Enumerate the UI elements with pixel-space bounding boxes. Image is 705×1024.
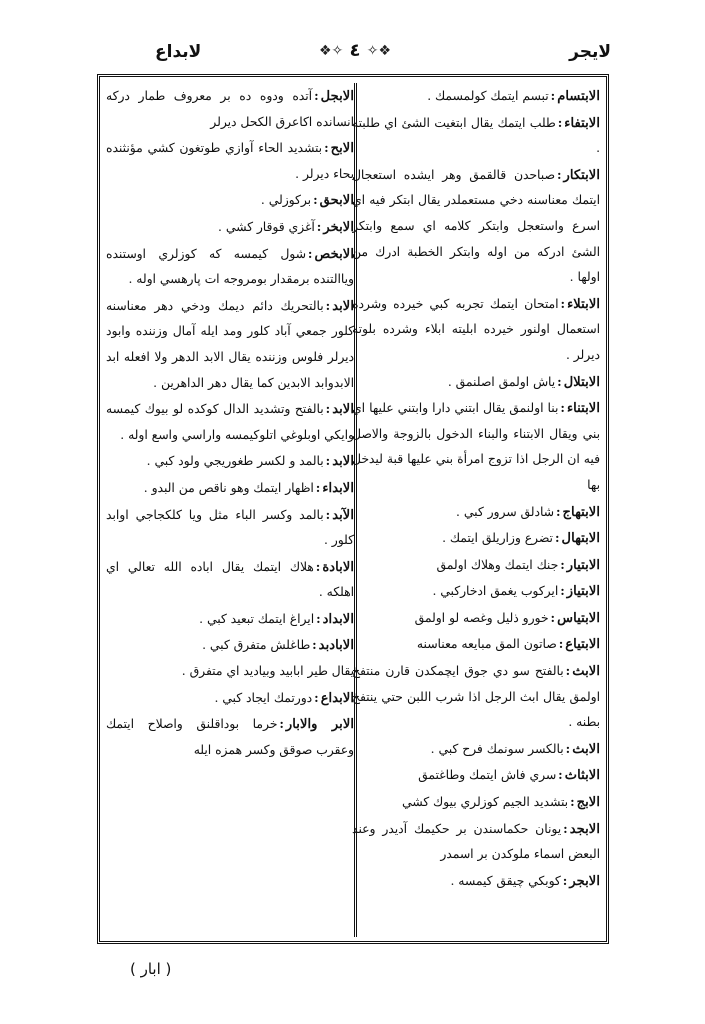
dictionary-entry <box>106 685 354 712</box>
entry-separator: : <box>560 556 565 572</box>
entry-definition: بالفتح وتشديد الدال كوكده لو بيوك كيمسه وايكي اوبلوغي اتلوكيمسه واراسي واسع اوله . <box>106 402 354 442</box>
dictionary-entry <box>106 554 354 606</box>
left-column <box>106 83 354 937</box>
entry-headword: الابخر <box>323 219 354 235</box>
entry-definition: ايركوب يغمق ادخاركبي . <box>432 584 559 599</box>
dictionary-entry <box>352 868 600 895</box>
entry-definition: بنا اولنمق يقال ابتني دارا وابتني عليها اي بني ويقال الابتناء والبناء الدخول بالزوجة والاصل فيه ان الرجل اذا تزوج امرأة بني عليها قبة ليدخل بها <box>352 401 600 492</box>
entry-separator: : <box>313 192 318 208</box>
dictionary-entry <box>106 475 354 502</box>
entry-headword: الابثاث <box>564 768 600 784</box>
entry-definition: بالمد وكسر الباء مثل ويا كلكجاجي اوابد كلور . <box>106 507 354 548</box>
entry-headword: الابتسام <box>557 89 600 104</box>
entry-definition: بالفتح سو دي جوق ايچمكدن قارن منتفخ اولمق يقال ابث الرجل اذا شرب اللبن حتي ينتفخ بطنه . <box>352 664 600 730</box>
entry-definition: بتشديد الجيم كوزلري بيوك كشي <box>402 795 569 810</box>
entry-headword: الابتياس <box>557 610 600 626</box>
entry-headword: الابتهال <box>561 531 600 547</box>
entry-definition: آتده ودوه ده بر معروف طمار دركه انسانده اكاعرق الكحل ديرلر <box>106 89 354 129</box>
entry-headword: الابداء <box>322 480 354 496</box>
entry-headword: الابجل <box>320 89 354 104</box>
entry-definition: شادلق سرور كبي . <box>456 504 554 519</box>
entry-definition: طاغلش متفرق كبي . <box>202 638 311 653</box>
entry-separator: : <box>558 636 564 652</box>
entry-headword: الابد <box>332 454 354 470</box>
entry-headword: الابادة <box>322 559 354 575</box>
entry-definition: هلاك ايتمك يقال اباده الله تعالي اي اهلكه . <box>106 559 354 600</box>
dictionary-entry <box>106 448 354 475</box>
entry-definition: بالكسر سونمك فرح كبي . <box>430 741 564 756</box>
dictionary-entry <box>106 83 354 135</box>
entry-definition: شول كيمسه كه كوزلري اوستنده وياالتنده برمقدار بومروجه ات پارهسي اوله . <box>106 246 354 287</box>
dictionary-entry <box>352 395 600 498</box>
entry-headword: الابداع <box>320 690 354 706</box>
entry-separator: : <box>314 88 319 103</box>
entry-separator: : <box>560 400 565 416</box>
entry-definition: صباحدن قالقمق وهر ايشده استعجال ايتمك معناسنه دخي مستعملدر يقال ابتكر فيه اي اسرع واستعجل وابتكر كلامه اي سمع وابتكر الشئ ادركه من اوله وابتكر الخطبة ادرك من اولها . <box>352 167 600 285</box>
entry-separator: : <box>558 767 563 783</box>
entry-separator: : <box>560 295 566 311</box>
entry-headword: الابادبد <box>318 638 354 654</box>
dictionary-entry <box>106 711 354 763</box>
dictionary-entry <box>352 552 600 579</box>
dictionary-entry <box>106 241 354 293</box>
entry-separator: : <box>560 583 565 599</box>
entry-separator: : <box>565 663 571 679</box>
entry-definition: بالمد و لكسر طغوريجي ولود كبي . <box>146 454 324 469</box>
entry-headword: الابر والابار <box>285 717 354 733</box>
entry-separator: : <box>324 140 329 156</box>
entry-headword: الابتيار <box>566 557 600 573</box>
entry-separator: : <box>550 609 556 625</box>
entry-definition: بركوزلي . <box>260 193 312 208</box>
entry-headword: الابتهاج <box>562 504 600 520</box>
dictionary-entry <box>352 499 600 526</box>
entry-definition: ايراغ ايتمك تبعيد كبي . <box>199 611 315 626</box>
dictionary-entry <box>106 135 354 187</box>
entry-definition: تضرع وزاريلق ايتمك . <box>442 531 553 546</box>
page-header <box>95 40 615 68</box>
entry-headword: الابج <box>576 795 600 811</box>
entry-headword: الابتفاء <box>564 115 600 131</box>
entry-headword: الابخص <box>314 246 354 262</box>
entry-separator: : <box>312 637 317 653</box>
dictionary-entry <box>106 502 354 554</box>
dictionary-entry <box>352 658 600 736</box>
header-left-catchword: لابداع <box>155 42 202 62</box>
dictionary-entry <box>106 293 354 396</box>
entry-definition: جنك ايتمك وهلاك اولمق <box>436 557 559 572</box>
entry-separator: : <box>550 88 556 103</box>
entry-definition: خرما بوداقلنق واصلاح ايتمك وعقرب صوقق وكسر همزه ايله <box>106 717 354 757</box>
entry-headword: الابتياع <box>565 637 600 653</box>
entry-separator: : <box>279 716 284 732</box>
dictionary-entry <box>106 396 354 448</box>
entry-headword: الابجد <box>569 821 600 837</box>
entry-headword: الابتلاء <box>567 296 600 312</box>
entry-separator: : <box>314 689 319 705</box>
entry-definition: سري فاش ايتمك وطاغتمق <box>418 768 557 783</box>
entry-separator: : <box>325 401 331 417</box>
entry-headword: الابتياز <box>566 584 600 600</box>
entry-separator: : <box>316 610 321 626</box>
entry-separator: : <box>563 820 568 836</box>
dictionary-entry <box>352 631 600 658</box>
entry-headword: الابداد <box>322 611 354 627</box>
entry-separator: : <box>556 503 561 519</box>
ornament-icon: ✧❖ <box>318 43 344 59</box>
entry-definition: كوبكي چيقق كيمسه . <box>450 873 561 888</box>
dictionary-entry <box>352 525 600 552</box>
entry-headword: الابتكار <box>563 167 600 183</box>
entry-separator: : <box>325 506 331 522</box>
dictionary-entry <box>352 736 600 763</box>
dictionary-entry <box>352 578 600 605</box>
entry-definition: دورتمك ايجاد كبي . <box>214 690 313 705</box>
dictionary-entry <box>106 187 354 214</box>
entry-definition: امتحان ايتمك تجربه كبي خيرده وشرده استعمال اولنور خيرده ابليته ابلاء وشرده بلوته ديرلر . <box>352 296 600 362</box>
entry-separator: : <box>565 740 571 756</box>
dictionary-entry <box>352 369 600 396</box>
entry-separator: : <box>556 166 562 182</box>
dictionary-entry <box>352 789 600 816</box>
entry-definition: خورو ذليل وغصه لو اولمق <box>414 610 549 625</box>
entry-headword: الابحق <box>319 193 354 209</box>
entry-definition: صاتون المق مبايعه معناسنه <box>416 637 557 652</box>
entry-definition: يونان حكماسندن بر حكيمك آديدر وعند البعض اسماء ملوكدن بر اسمدر <box>352 821 600 862</box>
entry-separator: : <box>562 872 568 888</box>
ornament-icon: ❖✧ <box>366 43 392 59</box>
entry-separator: : <box>570 794 575 810</box>
entry-definition: طلب ايتمك يقال ابتغيت الشئ اي طلبته . <box>352 115 600 156</box>
entry-definition: تبسم ايتمك كولمسمك . <box>427 89 549 103</box>
entry-separator: : <box>315 479 321 495</box>
dictionary-entry <box>352 110 600 162</box>
entry-headword: الابد <box>332 298 354 314</box>
entry-headword: الابد <box>332 402 354 418</box>
entry-headword: الابث <box>572 741 600 757</box>
entry-definition: ياش اولمق اصلنمق . <box>447 374 556 389</box>
entry-headword: الابتناء <box>566 401 600 417</box>
entry-definition: بتشديد الحاء آوازي طوتغون كشي مؤنثنده بحاء ديرلر . <box>106 141 354 181</box>
entry-separator: : <box>557 114 563 130</box>
entry-separator: : <box>554 530 560 546</box>
dictionary-entry <box>352 816 600 868</box>
column-divider <box>354 83 357 937</box>
header-right-catchword: لايجر <box>569 42 611 62</box>
entry-headword: الابجر <box>569 873 600 889</box>
dictionary-entry <box>352 162 600 291</box>
dictionary-entry <box>106 214 354 241</box>
footer-catchword: ( ابار ) <box>130 960 172 978</box>
entry-separator: : <box>315 558 321 574</box>
entry-headword: الابح <box>330 141 354 157</box>
entry-definition: اظهار ايتمك وهو ناقص من البدو . <box>143 480 314 495</box>
entry-separator: : <box>316 218 322 234</box>
dictionary-entry <box>106 632 354 659</box>
right-column <box>352 83 600 937</box>
dictionary-entry <box>352 291 600 369</box>
page-number: ٤ <box>349 40 361 61</box>
entry-separator: : <box>307 245 313 261</box>
dictionary-entry <box>106 659 354 685</box>
dictionary-entry <box>352 605 600 632</box>
entry-definition: آغزي قوقار كشي . <box>218 219 315 234</box>
entry-definition: بالتحريك دائم ديمك ودخي دهر معناسنه كلور جمعي آباد كلور ومد ايله آمال وزننده وابود ديرلر فلوس وزننده يقال الابد الدهر ولا افعله ابد الابدوابد الابدين كما يقال دهر الداهرين . <box>106 298 354 390</box>
entry-separator: : <box>325 453 331 469</box>
entry-headword: الابث <box>572 664 600 680</box>
entry-headword: الابتلال <box>563 374 600 390</box>
header-page-number-group <box>319 40 391 61</box>
dictionary-entry <box>352 762 600 789</box>
dictionary-entry <box>106 606 354 633</box>
entry-separator: : <box>557 373 562 389</box>
entry-headword: الآبد <box>332 507 354 523</box>
entry-separator: : <box>325 297 331 313</box>
page-frame <box>97 74 609 944</box>
dictionary-entry <box>352 83 600 110</box>
entry-definition: يقال طير ابابيد وبياديد اي متفرق . <box>181 664 354 679</box>
